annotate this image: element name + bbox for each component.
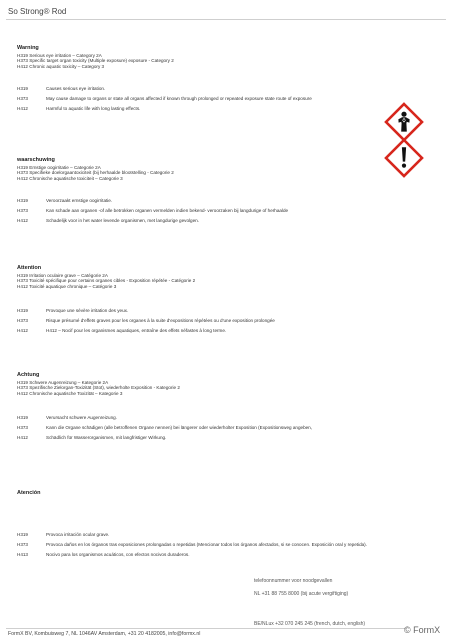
classification-line: H373 Toxicité spécifique pour certains organes cibles - Exposition répétée - Catégorie 2 <box>17 278 196 284</box>
classification-line: H412 Chronische aquatische Toxizität – Kategorie 3 <box>17 390 123 396</box>
hazard-code: H373 <box>17 96 28 101</box>
classification-line: H373 Specific target organ toxicity (Multiple exposure) exposure - Category 2 <box>17 58 174 64</box>
brand-copyright: © FormX <box>404 625 441 635</box>
hazard-code: H373 <box>17 318 28 323</box>
emergency-phone-be: BE/NLux +32 070 245 245 (french, dutch, english) <box>254 621 366 627</box>
classification-line: H412 Chronische aquatische toxiciteit – Categorie 3 <box>17 175 123 181</box>
hazard-text: Nocivo para los organismos acuáticos, con efectos nocivos duraderos. <box>46 552 190 557</box>
hazard-text: Risque présumé d'effets graves pour les organes à la suite d'expositions répétées ou d'une exposition prolongée <box>46 318 275 323</box>
classification-fr <box>17 273 195 289</box>
classification-line: H373 Spezifische Zielorgan-Toxizität (Stot), wiederholte Exposition - Kategorie 2 <box>17 385 180 391</box>
health-hazard-icon <box>384 102 424 142</box>
classification-de <box>17 380 180 396</box>
product-title: So Strong® Rod <box>8 7 67 16</box>
footer-address: FormX BV, Kombuisweg 7, NL 1046AV Amsterdam, +31 20 4182005, info@formx.nl <box>8 631 201 637</box>
section-heading-nl: waarschuwing <box>17 157 55 163</box>
hazard-text: Causes serious eye irritation. <box>46 86 106 91</box>
hazard-code: H412 <box>17 106 28 111</box>
section-heading-fr: Attention <box>17 265 42 271</box>
section-heading-en: Warning <box>17 45 39 51</box>
hazard-code: H373 <box>17 542 28 547</box>
hazard-text: Provoca daños en los órganos tras exposiciones prolongadas o repetidas (Mencionar todos los órganos afectados, si se conocen. Exposición oral y repetida). <box>46 542 367 547</box>
footer-divider <box>6 628 406 629</box>
hazard-code: H412 <box>17 328 28 333</box>
hazard-text: Kann die Organe schädigen (alle betroffenen Organe nennen) bei längerer oder wiederholter Exposition (Expositionsweg angeben, <box>46 425 313 430</box>
emergency-heading: telefoonnummer voor noodgevallen <box>254 578 333 584</box>
hazard-code: H373 <box>17 425 28 430</box>
hazard-code: H319 <box>17 415 28 420</box>
hazard-code: H412 <box>17 435 28 440</box>
classification-line: H319 Irritation oculaire grave – Catégorie 2A <box>17 273 108 278</box>
classification-nl <box>17 165 174 181</box>
hazard-text: Veroorzaakt ernstige oogirritatie. <box>46 198 113 203</box>
hazard-code: H373 <box>17 208 28 213</box>
classification-en <box>17 53 174 69</box>
classification-line: H412 Chronic aquatic toxicity – Category 3 <box>17 63 105 69</box>
section-heading-es: Atención <box>17 490 41 496</box>
hazard-text: Harmful to aquatic life with long lasting effects. <box>46 106 141 111</box>
hazard-code: H319 <box>17 198 28 203</box>
hazard-text: Kan schade aan organen -of alle betrokken organen vermelden indien bekend- veroorzaken bij langdurige of herhaalde <box>46 208 289 213</box>
hazard-text: Provoca irritación ocular grave. <box>46 532 110 537</box>
classification-line: H319 Ernstige oogirritatie – Categorie 2A <box>17 165 101 170</box>
hazard-text: H412 – Nocif pour les organismes aquatiques, entraîne des effets néfastes à long terme. <box>46 328 227 333</box>
emergency-phone-nl: NL +31 88 755 8000 (bij acute vergiftiging) <box>254 591 349 597</box>
classification-line: H373 Specifieke doelorgaantoxiciteit (bij herhaalde blootstelling - Categorie 2 <box>17 170 174 176</box>
hazard-text: Schadelijk voor in het water levende organismen, met langdurige gevolgen. <box>46 218 199 223</box>
hazard-code: H319 <box>17 308 28 313</box>
hazard-code: H319 <box>17 86 28 91</box>
hazard-code: H413 <box>17 552 28 557</box>
classification-line: H412 Toxicité aquatique chronique – Catégorie 3 <box>17 283 117 289</box>
classification-line: H319 Schwere Augenreizung – Kategorie 2A <box>17 380 109 385</box>
hazard-text: Verursacht schwere Augenreizung. <box>46 415 117 420</box>
classification-line: H319 Serious eye irritation – Category 2A <box>17 53 102 58</box>
hazard-text: Provoque une sévère irritation des yeux. <box>46 308 129 313</box>
exclamation-mark-icon <box>384 138 424 178</box>
hazard-text: May cause damage to organs or state all organs affected if known through prolonged or repeated exposure state route of exposure <box>46 96 312 101</box>
hazard-text: Schädlich für Wasserorganismen, mit langfristiger Wirkung. <box>46 435 167 440</box>
header-divider <box>6 19 446 20</box>
section-heading-de: Achtung <box>17 372 40 378</box>
hazard-code: H319 <box>17 532 28 537</box>
hazard-code: H412 <box>17 218 28 223</box>
